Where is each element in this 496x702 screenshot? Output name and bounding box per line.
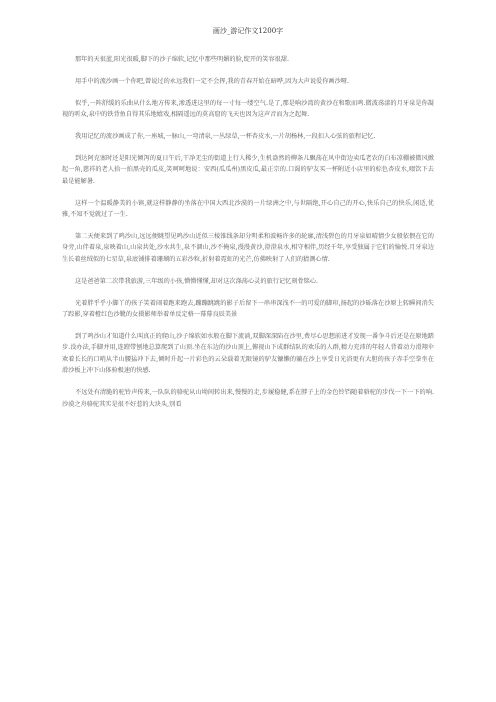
paragraph-1: 那年的天很蓝,阳光很暖,脚下的沙子绵软,记忆中那些明媚的脸,绽开的笑容很甜. xyxy=(75,56,290,63)
paragraph-2: 用手中的流沙画一个你吧,曾说过的永远我们一定不会挥,我的青春开始在暗哗,因为大声说爱你画沙哑. xyxy=(75,77,349,85)
paragraph-5: 到达阿克塞时还是阳光倾泻的夏日午后,干净无尘的街道上行人稀少,生机盎然的柳条儿飘荡在风中街边卖瓜老农的白布凉棚被微风掀起一角,慈祥的老人拾一拍黑壳的瓜皮,笑呵呵地说：安西(瓜瓜州)黑皮瓜,最正宗的.口渴的驴友买一杯附近小店里的棕色杏皮水,啜饮下去最是能解暑. xyxy=(62,155,434,185)
paragraph-6: 这样一个温暖静美的小镇,就这样静静的坐落在中国大西北沙漠的一片绿洲之中,与世隔绝,开心自己的开心,快乐自己的快乐,闲适,优雅,不知不觉就过了一生. xyxy=(62,199,434,219)
paragraph-9: 光着胖乎乎小脚丫的孩子笑着闹着跑来跑去,蹦蹦跳跳的影子后留下一串串深浅不一的可爱的脚印,扬起的沙砾落在沙原上转瞬间消失了踪影,穿着橙红色沙靴的女摄影师举着单反定格一幕幕良辰美景 xyxy=(62,299,434,319)
paragraph-8: 这是爸爸第二次带我旅游,三年级的小孩,懵懵懂懂,却对这次涤荡心灵的旅行记忆刻骨铭心. xyxy=(75,277,318,285)
paragraph-11: 不远处有清脆的驼铃声传来,一队队的骆驼从山坳间转出来,慢慢的走,步履稳健,系在脖子上的金色铃铛随着骆驼的步伐一下一下的响.沙漠之舟骆驼其实是很不好惹的大块头,别看 xyxy=(62,389,434,408)
paragraph-4: 我用记忆的流沙画成了你,一座城,一脉山,一弯清泉,一丛绿草,一杯杏皮水,一片胡杨林,一段扣人心弦的旅程记忆. xyxy=(75,133,376,141)
paragraph-3: 似乎,一阵舒缓的乐曲从什么地方传来,渗透进这里的每一寸每一缕空气.是了,那是响沙湾的黄沙在和歌而鸣.微波荡漾的月牙泉是你凝视的听众,泉中的铁背鱼自得其乐地嬉戏,相隔遥远的莫高窟的飞天也因为这声音而为之起舞. xyxy=(62,99,434,119)
paragraph-7: 第二天便来到了鸣沙山,远远便眺望见鸣沙山近似三棱锥线条却分明柔和波畅许多的轮廓,清浅碧色的月牙泉如晴情少女般依偎在它的身旁,山伴着泉,泉映着山,山泉共处,沙水共生,泉不涸山,沙不掩泉,漫漫黄沙,澄澄泉水,相守相伴,历经千年,享受独属于它们的愉悦.月牙泉边生长着丝绒似的七星草,泉底铺排着珊瑚的五彩沙粒,折射着霓虹的光芒,仿佛映射了人们的猜测心情. xyxy=(62,233,434,263)
document-title: 画沙_游记作文1200字 xyxy=(212,27,284,35)
paragraph-10: 到了鸣沙山才知道什么叫真正的爬山,沙子绵软如水般在脚下流淌,双脚深深陷在沙里,费尽心思想前进才发现一番争斗后还是在原地踏步.没办法,手脚并用,连蹬带刨地总算爬到了山顶.坐在东边的沙山顶上,俯视山下成群结队的欢乐的人群,精力充沛的年轻人背着动力滑翔伞欢着长长的口哨从半山腰猛冲下去,倾时升起一片彩色的云朵载着无限镜的驴友镰懒的躺在沙上享受日光浴更有大胆的孩子赤手空拳坐在滑沙板上冲下山体验极速的快感. xyxy=(62,333,434,375)
